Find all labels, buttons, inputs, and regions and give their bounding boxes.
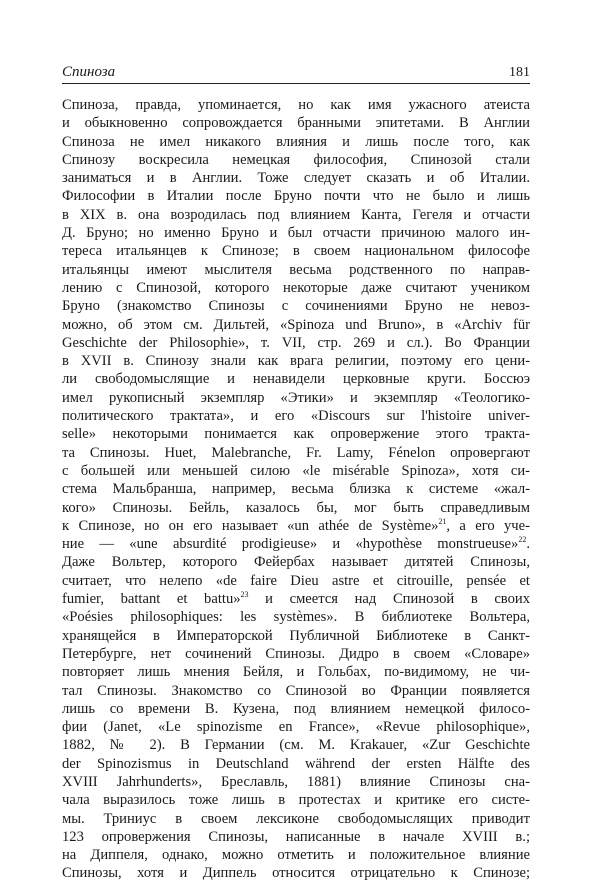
footnote-ref[interactable]: 22 <box>518 535 527 545</box>
text-line: та Спинозы. Huet, Malebranche, Fr. Lamy, Fénelon опровергают <box>62 444 530 461</box>
text-line: Geschichte der Philosophie», т. VII, стр. 269 и сл.). Во Франции <box>62 334 530 351</box>
text-line: тал Спинозы. Знакомство со Спинозой во Франции появляется <box>62 682 530 699</box>
text-line: Спиноза не имел никакого влияния и лишь после того, как <box>62 133 530 150</box>
text-line: Спинозу воскресила немецкая философия, Спинозой стали <box>62 151 530 168</box>
text-line: политического трактата», и его «Discours sur l'histoire univer- <box>62 408 530 425</box>
text-line: fumier, battant et battu»$^{23}$ и смеется над Спинозой в своих <box>62 590 530 608</box>
text-line: ние — «une absurdité prodigieuse» и «hypothèse monstrueuse»$^{22}$. <box>62 535 530 553</box>
text-line: ли свободомыслящие и ненавидели церковные круги. Боссюэ <box>62 371 530 388</box>
text-line: с большей или меньшей силою «le misérable Spinoza», хотя си- <box>62 462 530 479</box>
text-line: 123 опровержения Спинозы, написанные в начале XVIII в.; <box>62 828 530 845</box>
text-line: тереса итальянцев к Спинозе; в своем национальном философе <box>62 243 530 260</box>
text-line: чала выразилось тоже лишь в протестах и критике его систе- <box>62 792 530 809</box>
text-line: кого» Спинозы. Бейль, казалось бы, мог быть справедливым <box>62 499 530 516</box>
text-line: Философии в Италии после Бруно почти что не было и лишь <box>62 188 530 205</box>
text-line: der Spinozismus in Deutschland während der ersten Hälfte des <box>62 755 530 772</box>
text-line: в XIX в. она возродилась под влиянием Канта, Гегеля и отчасти <box>62 206 530 223</box>
running-title: Спиноза <box>62 64 116 80</box>
text-line: мы. Триниус в своем лексиконе свободомыслящих приводит <box>62 810 530 827</box>
text-line: «Poésies philosophiques: les systèmes». В библиотеке Вольтера, <box>62 609 530 626</box>
text-line: Спинозы, хотя и Диппель относится отрицательно к Спинозе; <box>62 865 530 882</box>
footnote-ref[interactable]: 21 <box>438 516 447 526</box>
text-line: заниматься и в Англии. Тоже следует сказать и об Италии. <box>62 170 530 187</box>
text-line: Петербурге, нет сочинений Спинозы. Дидро в своем «Словаре» <box>62 645 530 662</box>
body-text <box>62 96 530 883</box>
text-line: лению с Спинозой, которого некоторые даже считают учеником <box>62 279 530 296</box>
running-header <box>62 64 530 84</box>
text-line: и обыкновенно сопровождается бранными эпитетами. В Англии <box>62 115 530 132</box>
text-line: имел рукописный экземпляр «Этики» и экземпляр «Теологико- <box>62 389 530 406</box>
text-line: лишь со времени В. Кузена, под влиянием немецкой филосо- <box>62 700 530 717</box>
text-line: стема Мальбранша, например, весьма близка к системе «жал- <box>62 481 530 498</box>
text-line: XVIII Jahrhunderts», Бреславль, 1881) влияние Спинозы сна- <box>62 773 530 790</box>
footnote-ref[interactable]: 23 <box>240 590 249 600</box>
text-line: на Диппеля, однако, можно отметить и положительное влияние <box>62 847 530 864</box>
text-line: selle» некоторыми понимается как опровержение этого тракта- <box>62 426 530 443</box>
text-line: Даже Вольтер, которого Фейербах называет дитятей Спинозы, <box>62 554 530 571</box>
text-line: в XVII в. Спинозу знали как врага религии, поэтому его цени- <box>62 353 530 370</box>
text-line: повторяет лишь мнения Бейля, и Гольбах, по-видимому, не чи- <box>62 664 530 681</box>
text-line: итальянцы имеют мыслителя весьма родственного по направ- <box>62 261 530 278</box>
text-line: Д. Бруно; но именно Бруно и был отчасти причиною малого ин- <box>62 225 530 242</box>
text-line: можно, об этом см. Дильтей, «Spinoza und Bruno», в «Archiv für <box>62 316 530 333</box>
text-line: к Спинозе, но он его называет «un athée de Système»$^{21}$, а его уче- <box>62 516 530 534</box>
text-line: фии (Janet, «Le spinozisme en France», «Revue philosophique», <box>62 719 530 736</box>
text-line: Бруно (знакомство Спинозы с сочинениями Бруно не невоз- <box>62 298 530 315</box>
page-number: 181 <box>509 65 530 80</box>
text-line: 1882, № 2). В Германии (см. M. Krakauer, «Zur Geschichte <box>62 737 530 754</box>
text-line: Спиноза, правда, упоминается, но как имя ужасного атеиста <box>62 97 530 113</box>
text-line: хранящейся в Императорской Публичной Библиотеке в Санкт- <box>62 627 530 644</box>
text-line: считает, что нелепо «de faire Dieu astre et citrouille, pensée et <box>62 572 530 589</box>
